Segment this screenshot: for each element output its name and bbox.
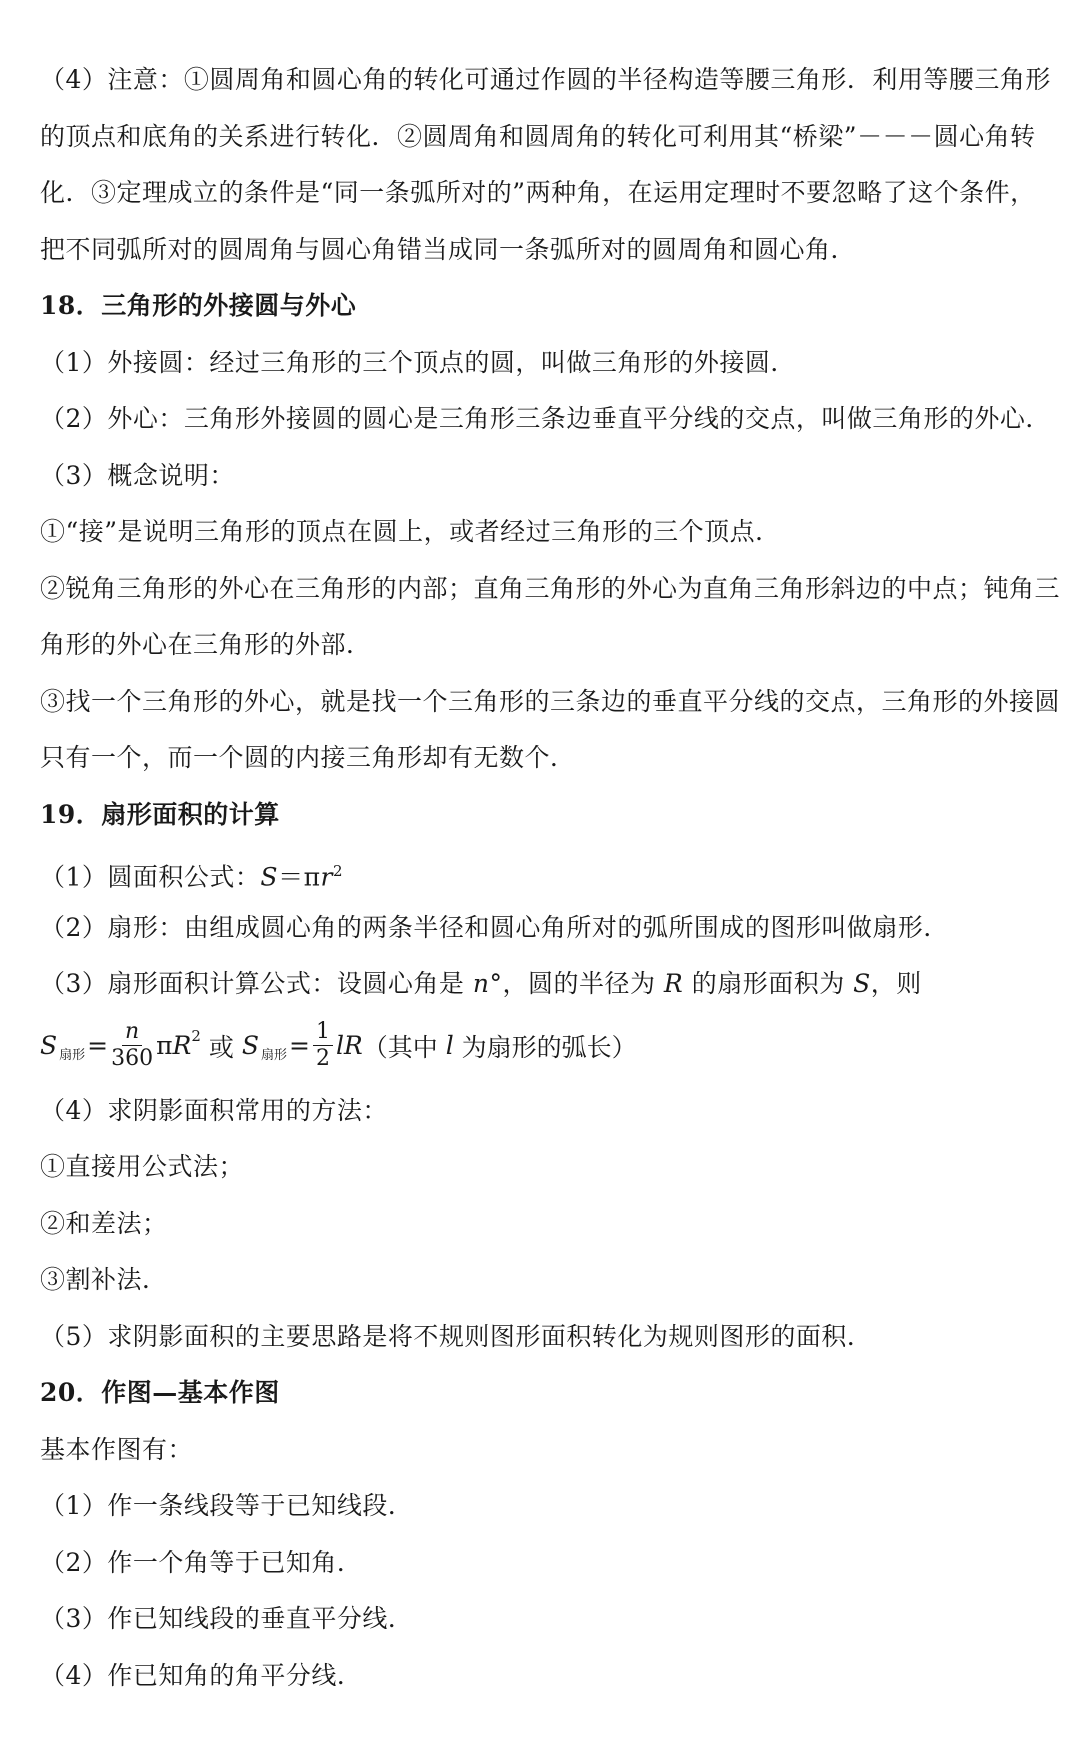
section-19 [40,787,1042,1366]
fraction-denominator: 2 [315,1046,330,1071]
text-span: 为扇形的弧长） [453,1032,637,1062]
section-heading: 18．三角形的外接圆与外心 [40,291,357,320]
text-line: 的顶点和底角的关系进行转化．②圆周角和圆周角的转化可利用其“桥梁”－－－圆心角转 [40,121,1036,151]
math-variable: S [241,1031,259,1060]
fraction-n-over-360 [111,1020,153,1071]
circle-area-formula-line [40,843,1042,900]
math-variable: n [472,969,490,998]
section-20 [40,1365,1042,1704]
fraction-numerator: 1 [313,1020,333,1046]
text-line: （5）求阴影面积的主要思路是将不规则图形面积转化为规则图形的面积． [40,1321,873,1351]
text-line: ②和差法； [40,1208,168,1238]
document-page [40,52,1061,1704]
text-line: （2）扇形：由组成圆心角的两条半径和圆心角所对的弧所围成的图形叫做扇形． [40,912,949,942]
text-line: 化．③定理成立的条件是“同一条弧所对的”两种角，在运用定理时不要忽略了这个条件， [40,178,1036,207]
text-span: （3）扇形面积计算公式：设圆心角是 [40,969,473,998]
text-line: （4）求阴影面积常用的方法： [40,1095,388,1125]
text-line: （1）外接圆：经过三角形的三个顶点的圆，叫做三角形的外接圆． [40,347,796,377]
section-17-note [40,52,1051,278]
math-subscript: 扇形 [59,1048,86,1063]
text-line: （4）注意：①圆周角和圆心角的转化可通过作圆的半径构造等腰三角形．利用等腰三角形 [40,65,1051,94]
math-operator: = [288,1031,310,1060]
text-line: （2）作一个角等于已知角． [40,1547,363,1577]
math-variable: R [663,969,684,998]
math-exponent: 2 [191,1026,201,1045]
math-variable: l [445,1031,454,1060]
math-operator: ＝π [278,862,321,892]
text-line: （3）作已知线段的垂直平分线． [40,1604,414,1633]
text-line: （1）作一条线段等于已知线段． [40,1491,414,1520]
math-variable: S [853,969,871,998]
text-span: （其中 [362,1032,446,1062]
text-line: ①“接”是说明三角形的顶点在圆上，或者经过三角形的三个顶点． [40,517,781,546]
text-span: ，则 [870,969,922,998]
math-variable: S [260,862,279,892]
text-line: ③找一个三角形的外心，就是找一个三角形的三条边的垂直平分线的交点，三角形的外接圆 [40,686,1061,716]
text-line: （2）外心：三角形外接圆的圆心是三角形三条边垂直平分线的交点，叫做三角形的外心． [40,404,1051,433]
section-heading: 19．扇形面积的计算 [40,799,280,829]
text-line: 把不同弧所对的圆周角与圆心角错当成同一条弧所对的圆周角和圆心角． [40,234,857,264]
fraction-one-half [313,1020,333,1071]
text-line: （4）作已知角的角平分线． [40,1660,363,1690]
math-symbol: π [156,1031,173,1060]
text-span: （1）圆面积公式： [40,862,261,892]
fraction-denominator: 360 [111,1046,154,1071]
math-subscript: 扇形 [260,1048,287,1063]
text-line: ①直接用公式法； [40,1152,245,1181]
text-line: 基本作图有： [40,1434,194,1464]
math-operator: = [87,1031,109,1060]
text-line: ③割补法． [40,1265,168,1294]
math-variable: r [320,862,333,892]
text-span: °，圆的半径为 [489,969,664,998]
text-line: （3）概念说明： [40,460,235,490]
sector-area-formula [40,1013,1042,1079]
text-line: 只有一个，而一个圆的内接三角形却有无数个． [40,743,576,772]
section-18 [40,278,1061,787]
section-heading: 20．作图—基本作图 [40,1378,280,1407]
sector-formula-intro-line [40,956,1042,1013]
text-span: 的扇形面积为 [683,969,854,998]
text-line: ②锐角三角形的外心在三角形的内部；直角三角形的外心为直角三角形斜边的中点；钝角三 [40,573,1061,603]
fraction-numerator: n [122,1020,142,1046]
math-variable: lR [335,1031,363,1060]
math-variable: R [172,1031,192,1060]
math-exponent: 2 [332,862,343,880]
text-line: 角形的外心在三角形的外部． [40,630,372,659]
math-variable: S [40,1031,58,1060]
text-span: 或 [200,1032,242,1062]
